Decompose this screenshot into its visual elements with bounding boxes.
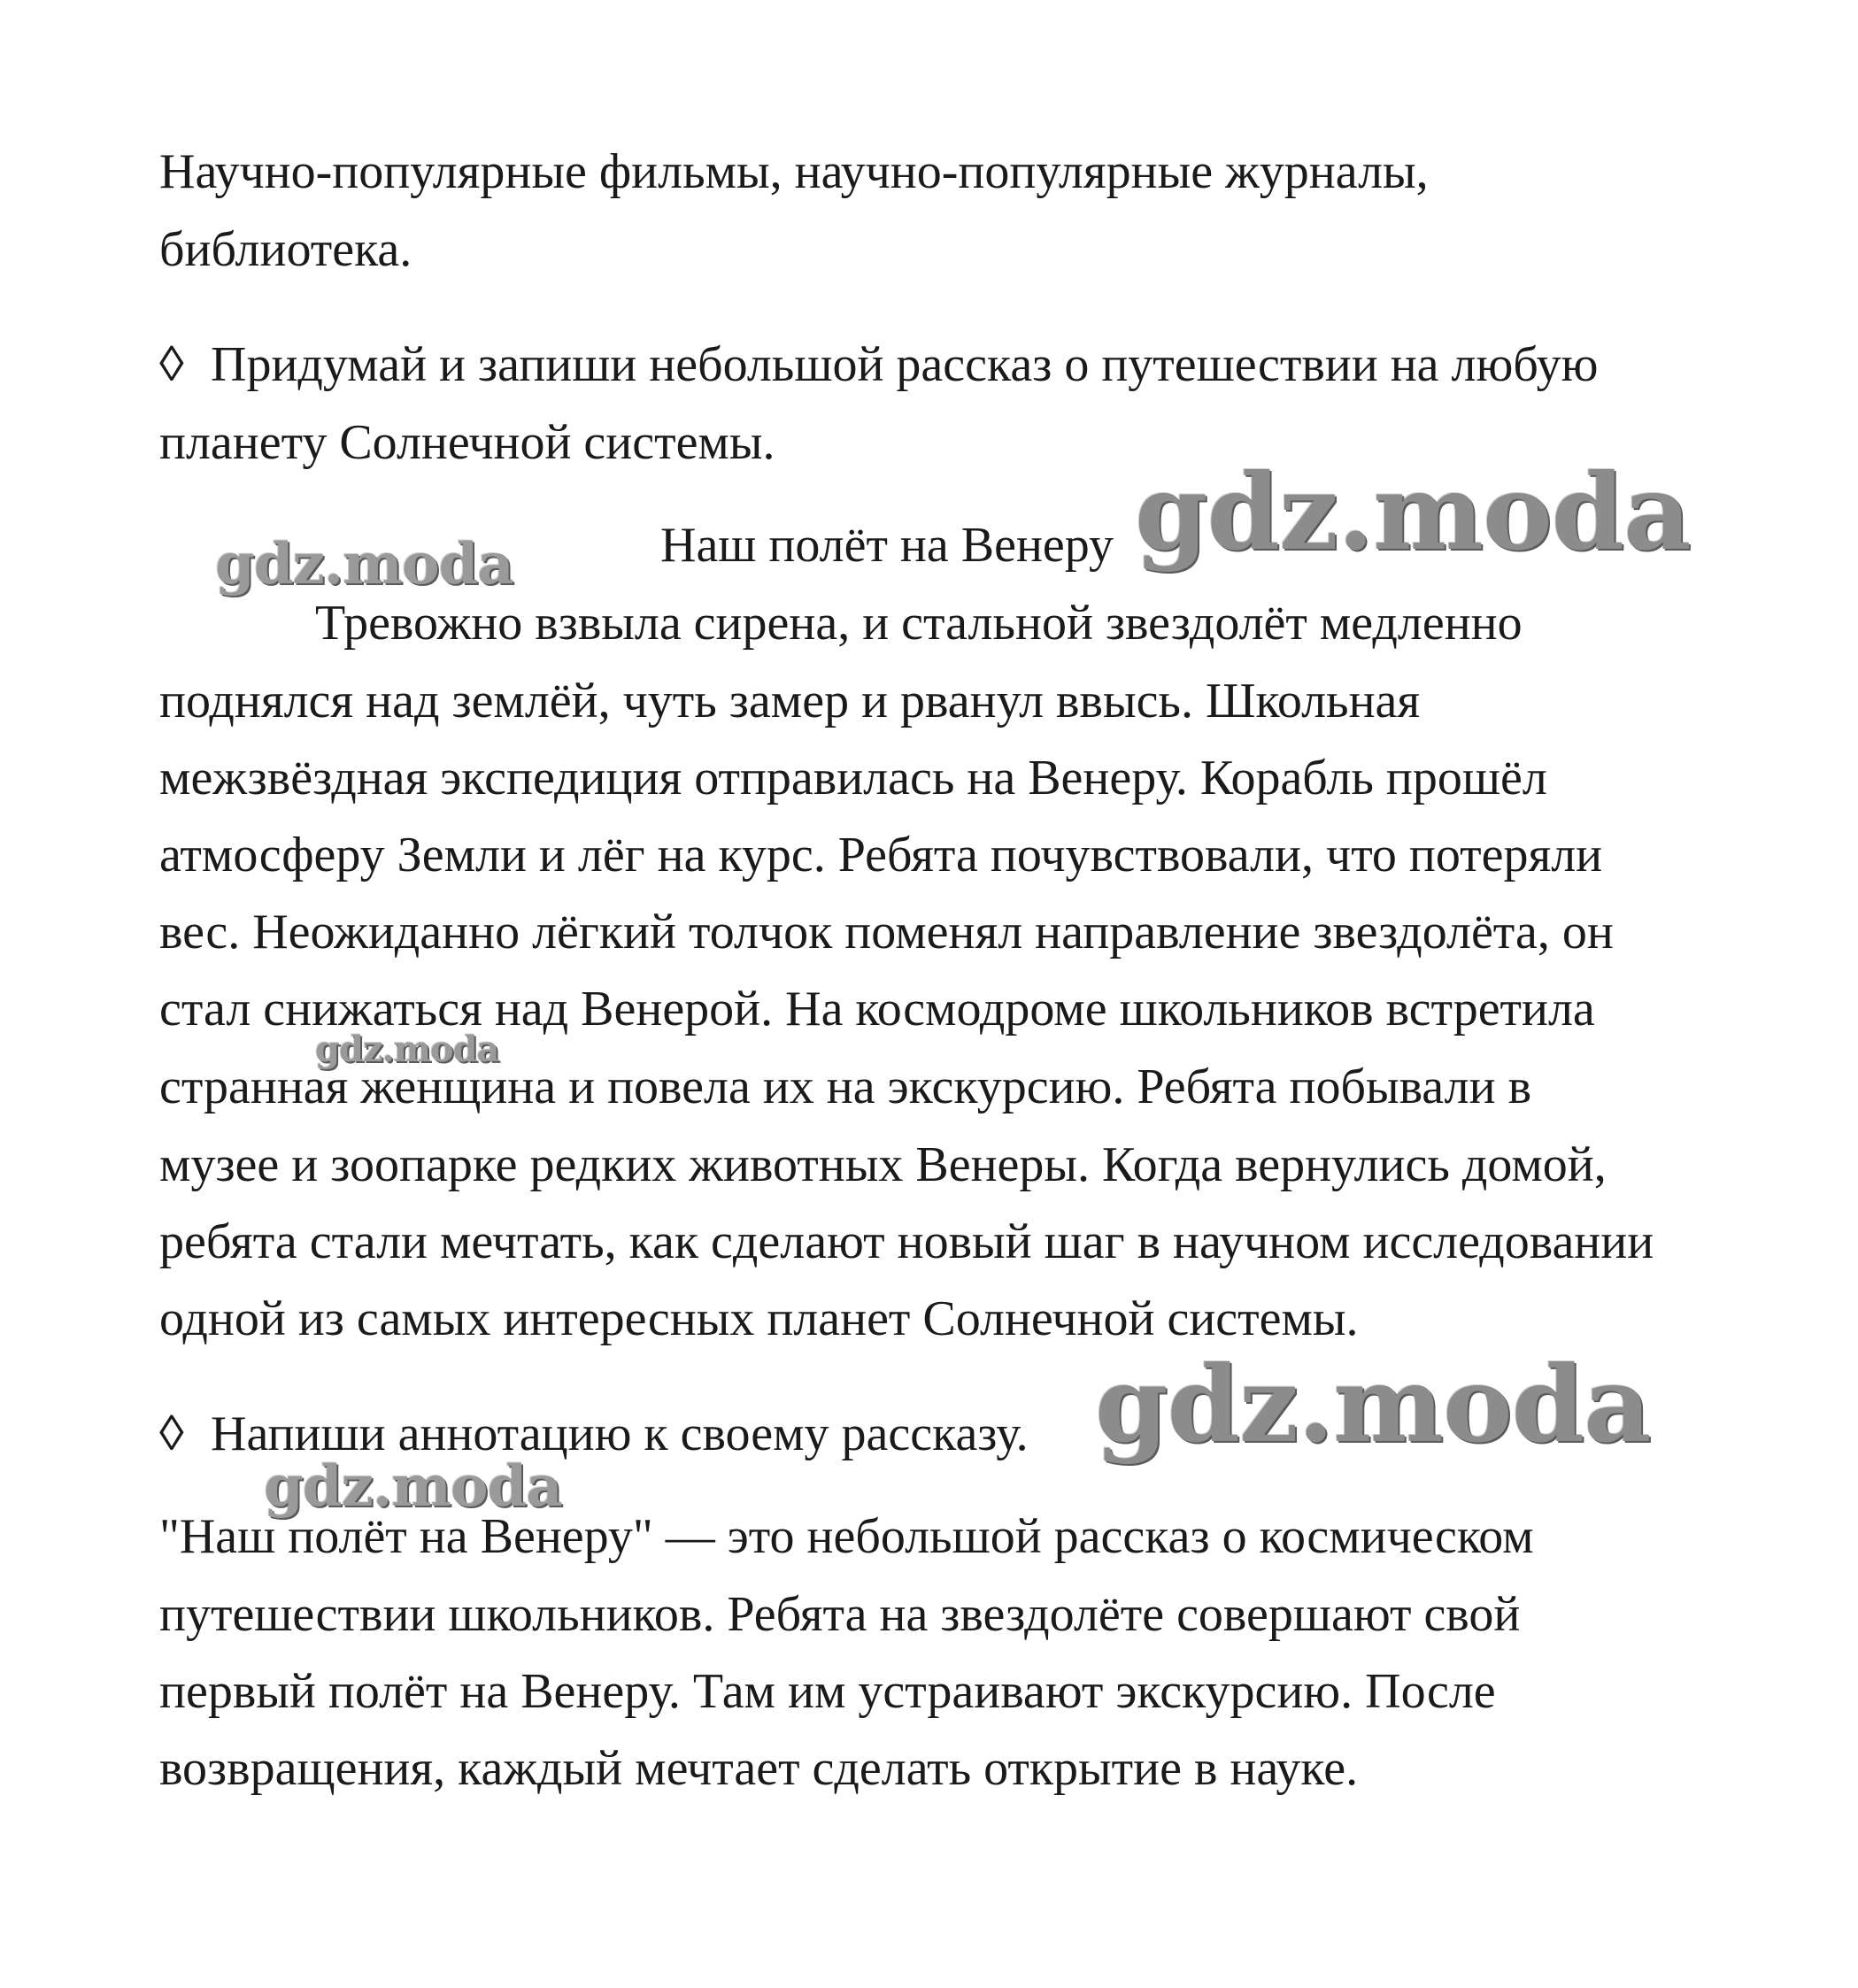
diamond-bullet-icon: ◊ bbox=[159, 337, 184, 392]
watermark-logo: gdz.moda bbox=[1135, 451, 1691, 574]
story-line: межзвёздная экспедиция отправилась на Венеру. Корабль прошёл bbox=[159, 751, 1547, 805]
story-line: атмосферу Земли и лёг на курс. Ребята почувствовали, что потеряли bbox=[159, 828, 1603, 882]
story-line: стал снижаться над Венерой. На космодроме школьников встретила bbox=[159, 982, 1595, 1036]
intro-line-2: библиотека. bbox=[159, 222, 412, 277]
task-1 bbox=[159, 337, 1599, 392]
intro-line-1: Научно-популярные фильмы, научно-популярные журналы, bbox=[159, 144, 1429, 199]
story-line: вес. Неожиданно лёгкий толчок поменял направление звездолёта, он bbox=[159, 905, 1614, 959]
task-2-text: Напиши аннотацию к своему рассказу. bbox=[211, 1406, 1029, 1461]
annotation-line: первый полёт на Венеру. Там им устраивают экскурсию. После bbox=[159, 1664, 1496, 1719]
watermark-logo: gdz.moda bbox=[215, 531, 513, 597]
watermark-logo: gdz.moda bbox=[315, 1029, 499, 1070]
watermark-logo: gdz.moda bbox=[1095, 1343, 1651, 1466]
story-line: одной из самых интересных планет Солнечной системы. bbox=[159, 1291, 1359, 1346]
annotation-line: путешествии школьников. Ребята на звездолёте совершают свой bbox=[159, 1587, 1521, 1642]
task-2 bbox=[159, 1406, 1029, 1461]
story-title: Наш полёт на Венеру bbox=[660, 518, 1114, 573]
diamond-bullet-icon: ◊ bbox=[159, 1406, 184, 1461]
task-1-line-2: планету Солнечной системы. bbox=[159, 415, 775, 470]
annotation-line: возвращения, каждый мечтает сделать открытие в науке. bbox=[159, 1741, 1359, 1796]
story-line: странная женщина и повела их на экскурсию. Ребята побывали в bbox=[159, 1059, 1532, 1114]
story-line: поднялся над землёй, чуть замер и рванул ввысь. Школьная bbox=[159, 674, 1421, 728]
story-line: ребята стали мечтать, как сделают новый шаг в научном исследовании bbox=[159, 1214, 1654, 1269]
story-line: Тревожно взвыла сирена, и стальной звездолёт медленно bbox=[315, 596, 1523, 651]
watermark-logo: gdz.moda bbox=[264, 1453, 562, 1520]
story-line: музее и зоопарке редких животных Венеры. Когда вернулись домой, bbox=[159, 1137, 1607, 1192]
annotation-line: "Наш полёт на Венеру" — это небольшой рассказ о космическом bbox=[159, 1509, 1534, 1564]
task-1-text: Придумай и запиши небольшой рассказ о путешествии на любую bbox=[211, 337, 1599, 392]
